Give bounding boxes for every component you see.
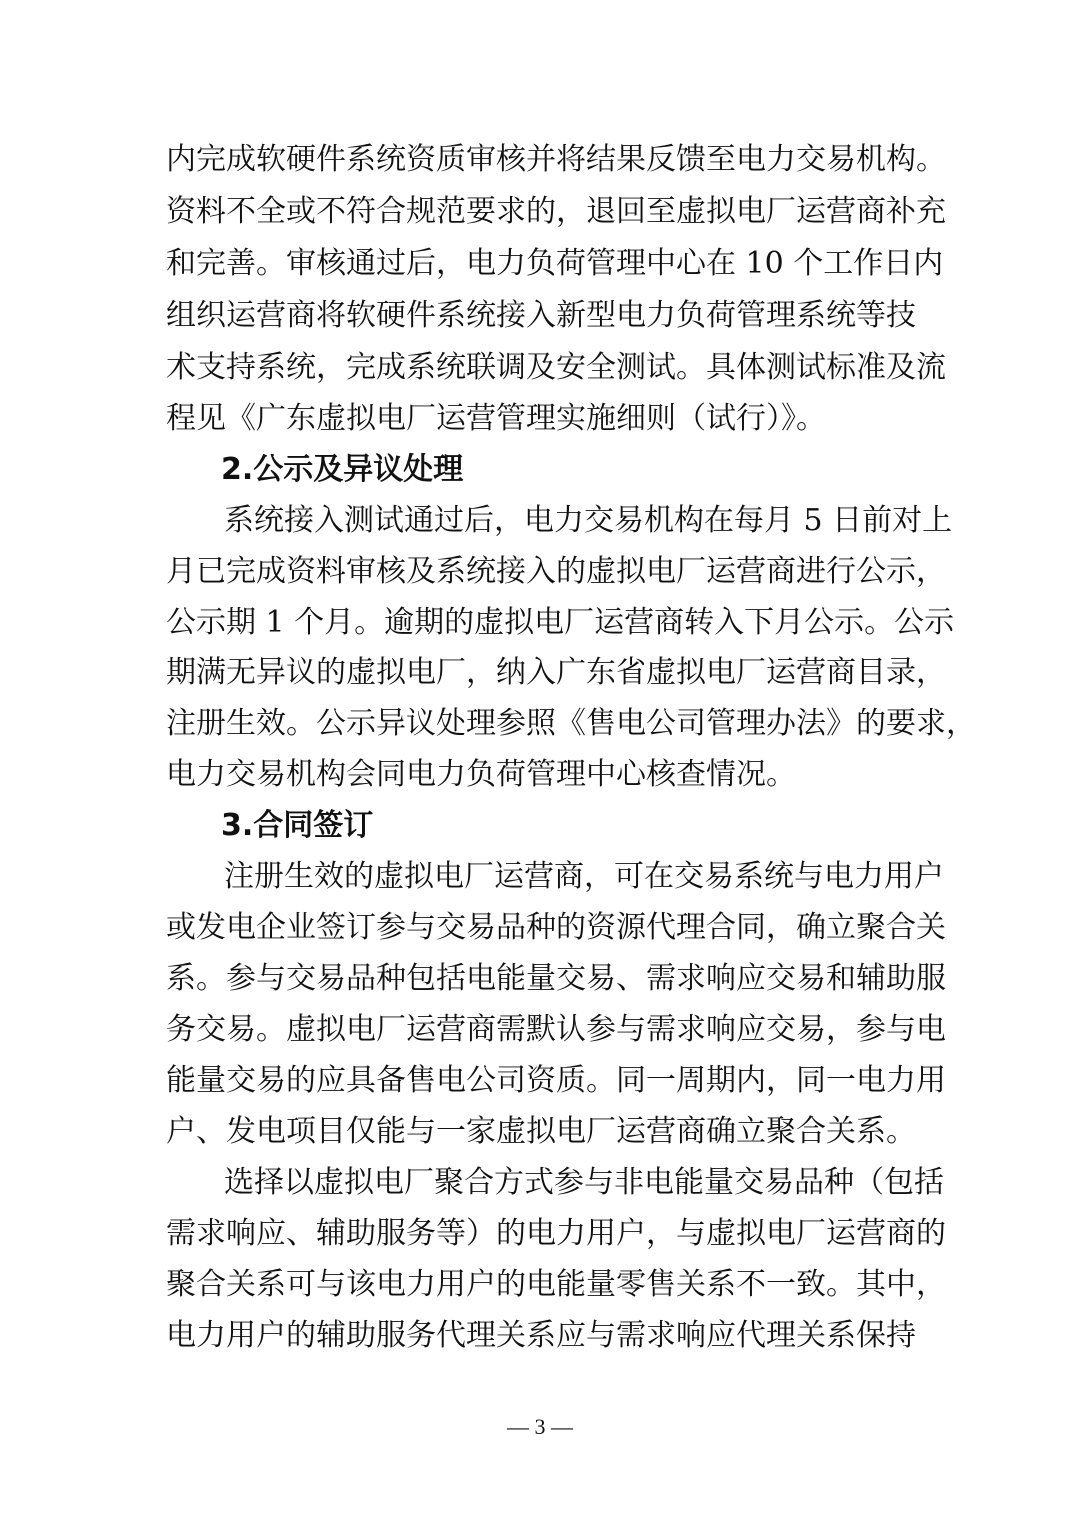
text-line: 公示期 1 个月。逾期的虚拟电厂运营商转入下月公示。公示 xyxy=(166,605,955,640)
text-line: 或发电企业签订参与交易品种的资源代理合同，确立聚合关 xyxy=(166,910,946,945)
text-line: 资料不全或不符合规范要求的，退回至虚拟电厂运营商补充 xyxy=(166,194,946,229)
text-line: 和完善。审核通过后，电力负荷管理中心在 10 个工作日内 xyxy=(166,246,944,281)
text-line: 务交易。虚拟电厂运营商需默认参与需求响应交易，参与电 xyxy=(166,1012,946,1047)
text-line: 期满无异议的虚拟电厂，纳入广东省虚拟电厂运营商目录， xyxy=(166,655,946,690)
text-line: 电力用户的辅助服务代理关系应与需求响应代理关系保持 xyxy=(166,1318,916,1353)
text-line: 能量交易的应具备售电公司资质。同一周期内，同一电力用 xyxy=(166,1063,946,1098)
text-line: 注册生效。公示异议处理参照《售电公司管理办法》的要求， xyxy=(166,706,976,741)
text-line: 内完成软硬件系统资质审核并将结果反馈至电力交易机构。 xyxy=(166,142,946,177)
text-line: 注册生效的虚拟电厂运营商，可在交易系统与电力用户 xyxy=(224,859,944,894)
text-line: 组织运营商将软硬件系统接入新型电力负荷管理系统等技 xyxy=(166,298,916,333)
text-line: 术支持系统，完成系统联调及安全测试。具体测试标准及流 xyxy=(166,350,946,385)
text-line: 月已完成资料审核及系统接入的虚拟电厂运营商进行公示， xyxy=(166,554,946,589)
text-line: 程见《广东虚拟电厂运营管理实施细则（试行）》。 xyxy=(166,401,826,436)
text-line: 系。参与交易品种包括电能量交易、需求响应交易和辅助服 xyxy=(166,961,946,996)
text-line: 选择以虚拟电厂聚合方式参与非电能量交易品种（包括 xyxy=(224,1165,944,1200)
text-line: 户、发电项目仅能与一家虚拟电厂运营商确立聚合关系。 xyxy=(166,1114,916,1149)
section-heading: 2.公示及异议处理 xyxy=(221,452,464,487)
text-line: 电力交易机构会同电力负荷管理中心核查情况。 xyxy=(166,757,796,792)
text-line: 需求响应、辅助服务等）的电力用户，与虚拟电厂运营商的 xyxy=(166,1216,946,1251)
text-line: 系统接入测试通过后，电力交易机构在每月 5 日前对上 xyxy=(224,503,953,538)
text-line: 聚合关系可与该电力用户的电能量零售关系不一致。其中， xyxy=(166,1267,946,1302)
section-heading: 3.合同签订 xyxy=(221,808,374,843)
page-number: — 3 — xyxy=(507,1414,573,1439)
